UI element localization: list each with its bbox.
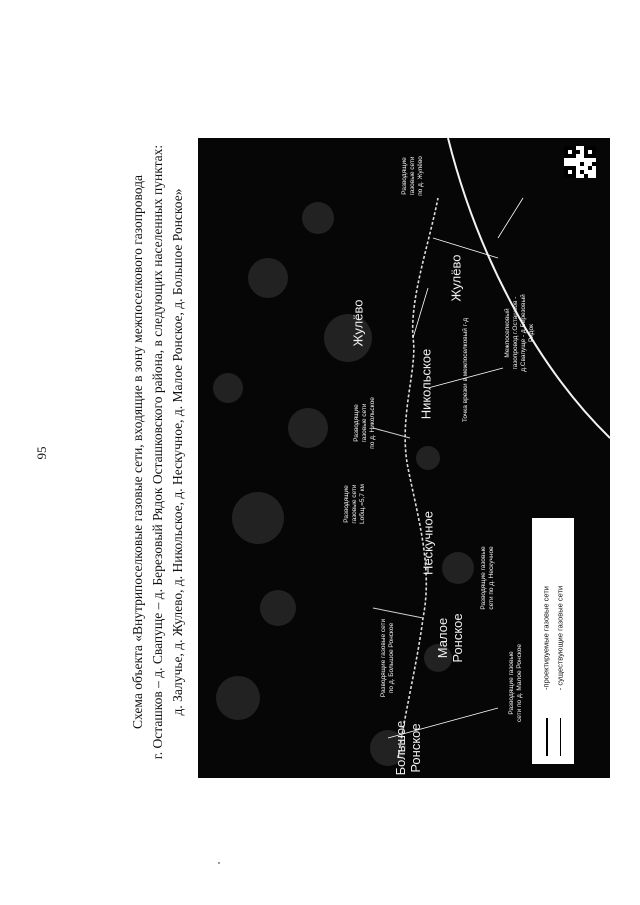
interposelkovy-pipeline-line xyxy=(448,138,610,438)
note-tie-in-point: Точка врезки в межпоселковый г-д xyxy=(462,317,469,423)
town-label-zhulevo: Жулёво xyxy=(350,299,366,347)
scan-speck xyxy=(218,862,220,864)
legend-existing: - существующие газовые сети xyxy=(555,585,565,691)
callout-line-5 xyxy=(498,198,523,238)
note-maloe-nets: Разводящие газовые сети по д. Малое Ронское xyxy=(508,643,523,723)
legend-projected: -проектируемые газовые сети xyxy=(541,586,551,690)
note-bolshoe-nets: Разводящие газовые сети по д. Большое Ронское xyxy=(380,618,395,698)
qr-code-icon xyxy=(564,146,596,178)
legend-projected-line xyxy=(546,718,548,756)
map-caption xyxy=(128,122,188,782)
town-label-bolshoe-ronskoe: Большое Ронское xyxy=(393,720,423,776)
branch-line-2 xyxy=(373,428,410,438)
caption-line-1: Схема объекта «Внутрипоселковые газовые сети, входящие в зону межпоселкового газопровода xyxy=(130,175,145,730)
note-total-length: Разводящие газовые сети Lобщ.=5,7 км xyxy=(343,483,366,525)
map-legend xyxy=(532,518,574,764)
caption-line-3: д. Залучье, д. Жулево, д. Никольское, д. Нескучное, д. Малое Ронское, д. Большое Ронское» xyxy=(170,188,185,716)
caption-line-2: г. Осташков – д. Свапуще – д. Березовый Рядок Осташковского района, в следующих населенных пунктах: xyxy=(150,144,165,760)
note-zhulevo-nets: Разводящие газовые сети по д. Жулёво xyxy=(401,156,424,196)
page-number: 95 xyxy=(34,446,49,460)
note-nikolskoe-nets: Разводящие газовые сети по д. Никольское xyxy=(353,397,376,449)
callout-line-3 xyxy=(433,238,498,258)
town-label-neskuchnoe: Нескучное xyxy=(420,511,436,575)
branch-line-1 xyxy=(373,608,423,618)
distribution-network-line xyxy=(398,198,438,758)
satellite-map xyxy=(198,138,610,778)
town-label-nikolskoe: Никольское xyxy=(418,348,434,420)
note-neskuchnoe-nets: Разводящие газовые сети по д. Нескучное xyxy=(480,546,495,610)
town-label-maloe-ronskoe: Малое Ронское xyxy=(435,613,465,663)
legend-existing-line xyxy=(560,718,561,756)
note-interpos-pipeline: Межпоселковый газопровод г.Осташков - д.Свапуще - д.Березовый Рядок xyxy=(504,294,535,372)
town-label-zhulevo-2: Жулёво xyxy=(448,254,464,302)
